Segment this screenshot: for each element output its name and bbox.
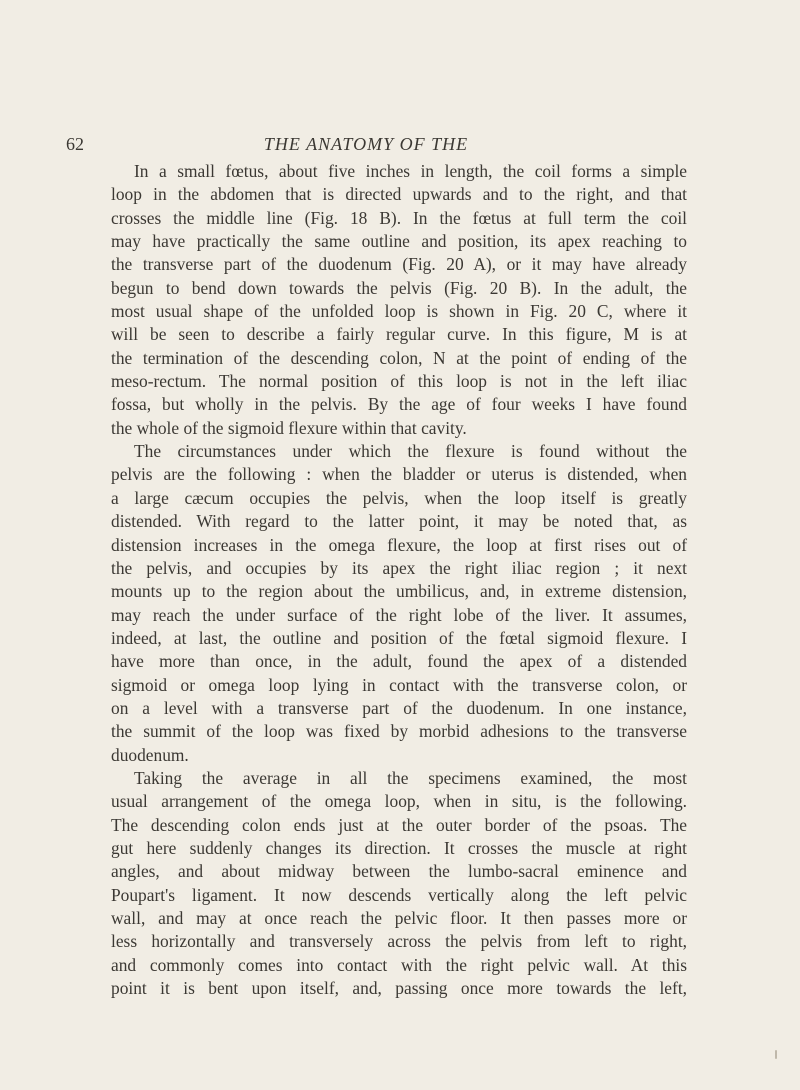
- text-line: In a small fœtus, about five inches in length, the coil forms a simple: [134, 161, 687, 181]
- print-speck: [775, 1050, 777, 1059]
- paragraph-2: [111, 440, 687, 767]
- text-line: on a level with a transverse part of the duodenum. In one instance,: [111, 697, 687, 718]
- text-line: point it is bent upon itself, and, passing once more towards the left,: [111, 978, 687, 999]
- text-line: less horizontally and transversely across the pelvis from left to right,: [111, 931, 687, 952]
- text-line: crosses the middle line (Fig. 18 B). In the fœtus at full term the coil: [111, 207, 687, 228]
- text-line: angles, and about midway between the lumbo-sacral eminence and: [111, 861, 687, 882]
- text-line: Taking the average in all the specimens examined, the most: [134, 767, 687, 788]
- text-line: distended. With regard to the latter point, it may be noted that, as: [111, 511, 687, 532]
- text-line: the termination of the descending colon, N at the point of ending of the: [111, 347, 687, 368]
- text-line: pelvis are the following : when the bladder or uterus is distended, when: [111, 464, 687, 485]
- text-line: fossa, but wholly in the pelvis. By the age of four weeks I have found: [111, 394, 687, 415]
- text-line: the pelvis, and occupies by its apex the right iliac region ; it next: [111, 557, 687, 578]
- text-line: will be seen to describe a fairly regular curve. In this figure, M is at: [111, 324, 687, 345]
- text-line: sigmoid or omega loop lying in contact with the transverse colon, or: [111, 674, 687, 695]
- page-number: 62: [66, 134, 84, 154]
- text-line: distension increases in the omega flexure, the loop at first rises out of: [111, 534, 687, 555]
- text-line: and commonly comes into contact with the right pelvic wall. At this: [111, 954, 687, 975]
- text-line: most usual shape of the unfolded loop is shown in Fig. 20 C, where it: [111, 301, 687, 322]
- text-line: The descending colon ends just at the outer border of the psoas. The: [111, 814, 687, 835]
- text-line: meso-rectum. The normal position of this loop is not in the left iliac: [111, 371, 687, 392]
- text-line: may have practically the same outline and position, its apex reaching to: [111, 231, 687, 252]
- text-line: Poupart's ligament. It now descends vertically along the left pelvic: [111, 884, 687, 905]
- text-line: indeed, at last, the outline and position of the fœtal sigmoid flexure. I: [111, 627, 687, 648]
- text-line: may reach the under surface of the right lobe of the liver. It assumes,: [111, 604, 687, 625]
- text-line: begun to bend down towards the pelvis (Fig. 20 B). In the adult, the: [111, 277, 687, 298]
- page-header: [66, 134, 666, 158]
- body-text: [111, 160, 687, 1000]
- text-line: gut here suddenly changes its direction. It crosses the muscle at right: [111, 837, 687, 858]
- text-line: usual arrangement of the omega loop, when in situ, is the following.: [111, 791, 687, 812]
- running-title: THE ANATOMY OF THE: [263, 134, 469, 154]
- paragraph-1: [111, 160, 687, 440]
- text-line: a large cæcum occupies the pelvis, when the loop itself is greatly: [111, 487, 687, 508]
- text-line: mounts up to the region about the umbilicus, and, in extreme distension,: [111, 581, 687, 602]
- text-line: loop in the abdomen that is directed upwards and to the right, and that: [111, 184, 687, 205]
- paragraph-3: [111, 767, 687, 1000]
- text-line: the transverse part of the duodenum (Fig. 20 A), or it may have already: [111, 254, 687, 275]
- text-line: the summit of the loop was fixed by morbid adhesions to the transverse: [111, 721, 687, 742]
- text-line: wall, and may at once reach the pelvic floor. It then passes more or: [111, 908, 687, 928]
- text-line: the whole of the sigmoid flexure within that cavity.: [111, 417, 467, 438]
- text-line: have more than once, in the adult, found the apex of a distended: [111, 651, 687, 672]
- text-line: duodenum.: [111, 744, 189, 765]
- text-line: The circumstances under which the flexure is found without the: [134, 441, 687, 462]
